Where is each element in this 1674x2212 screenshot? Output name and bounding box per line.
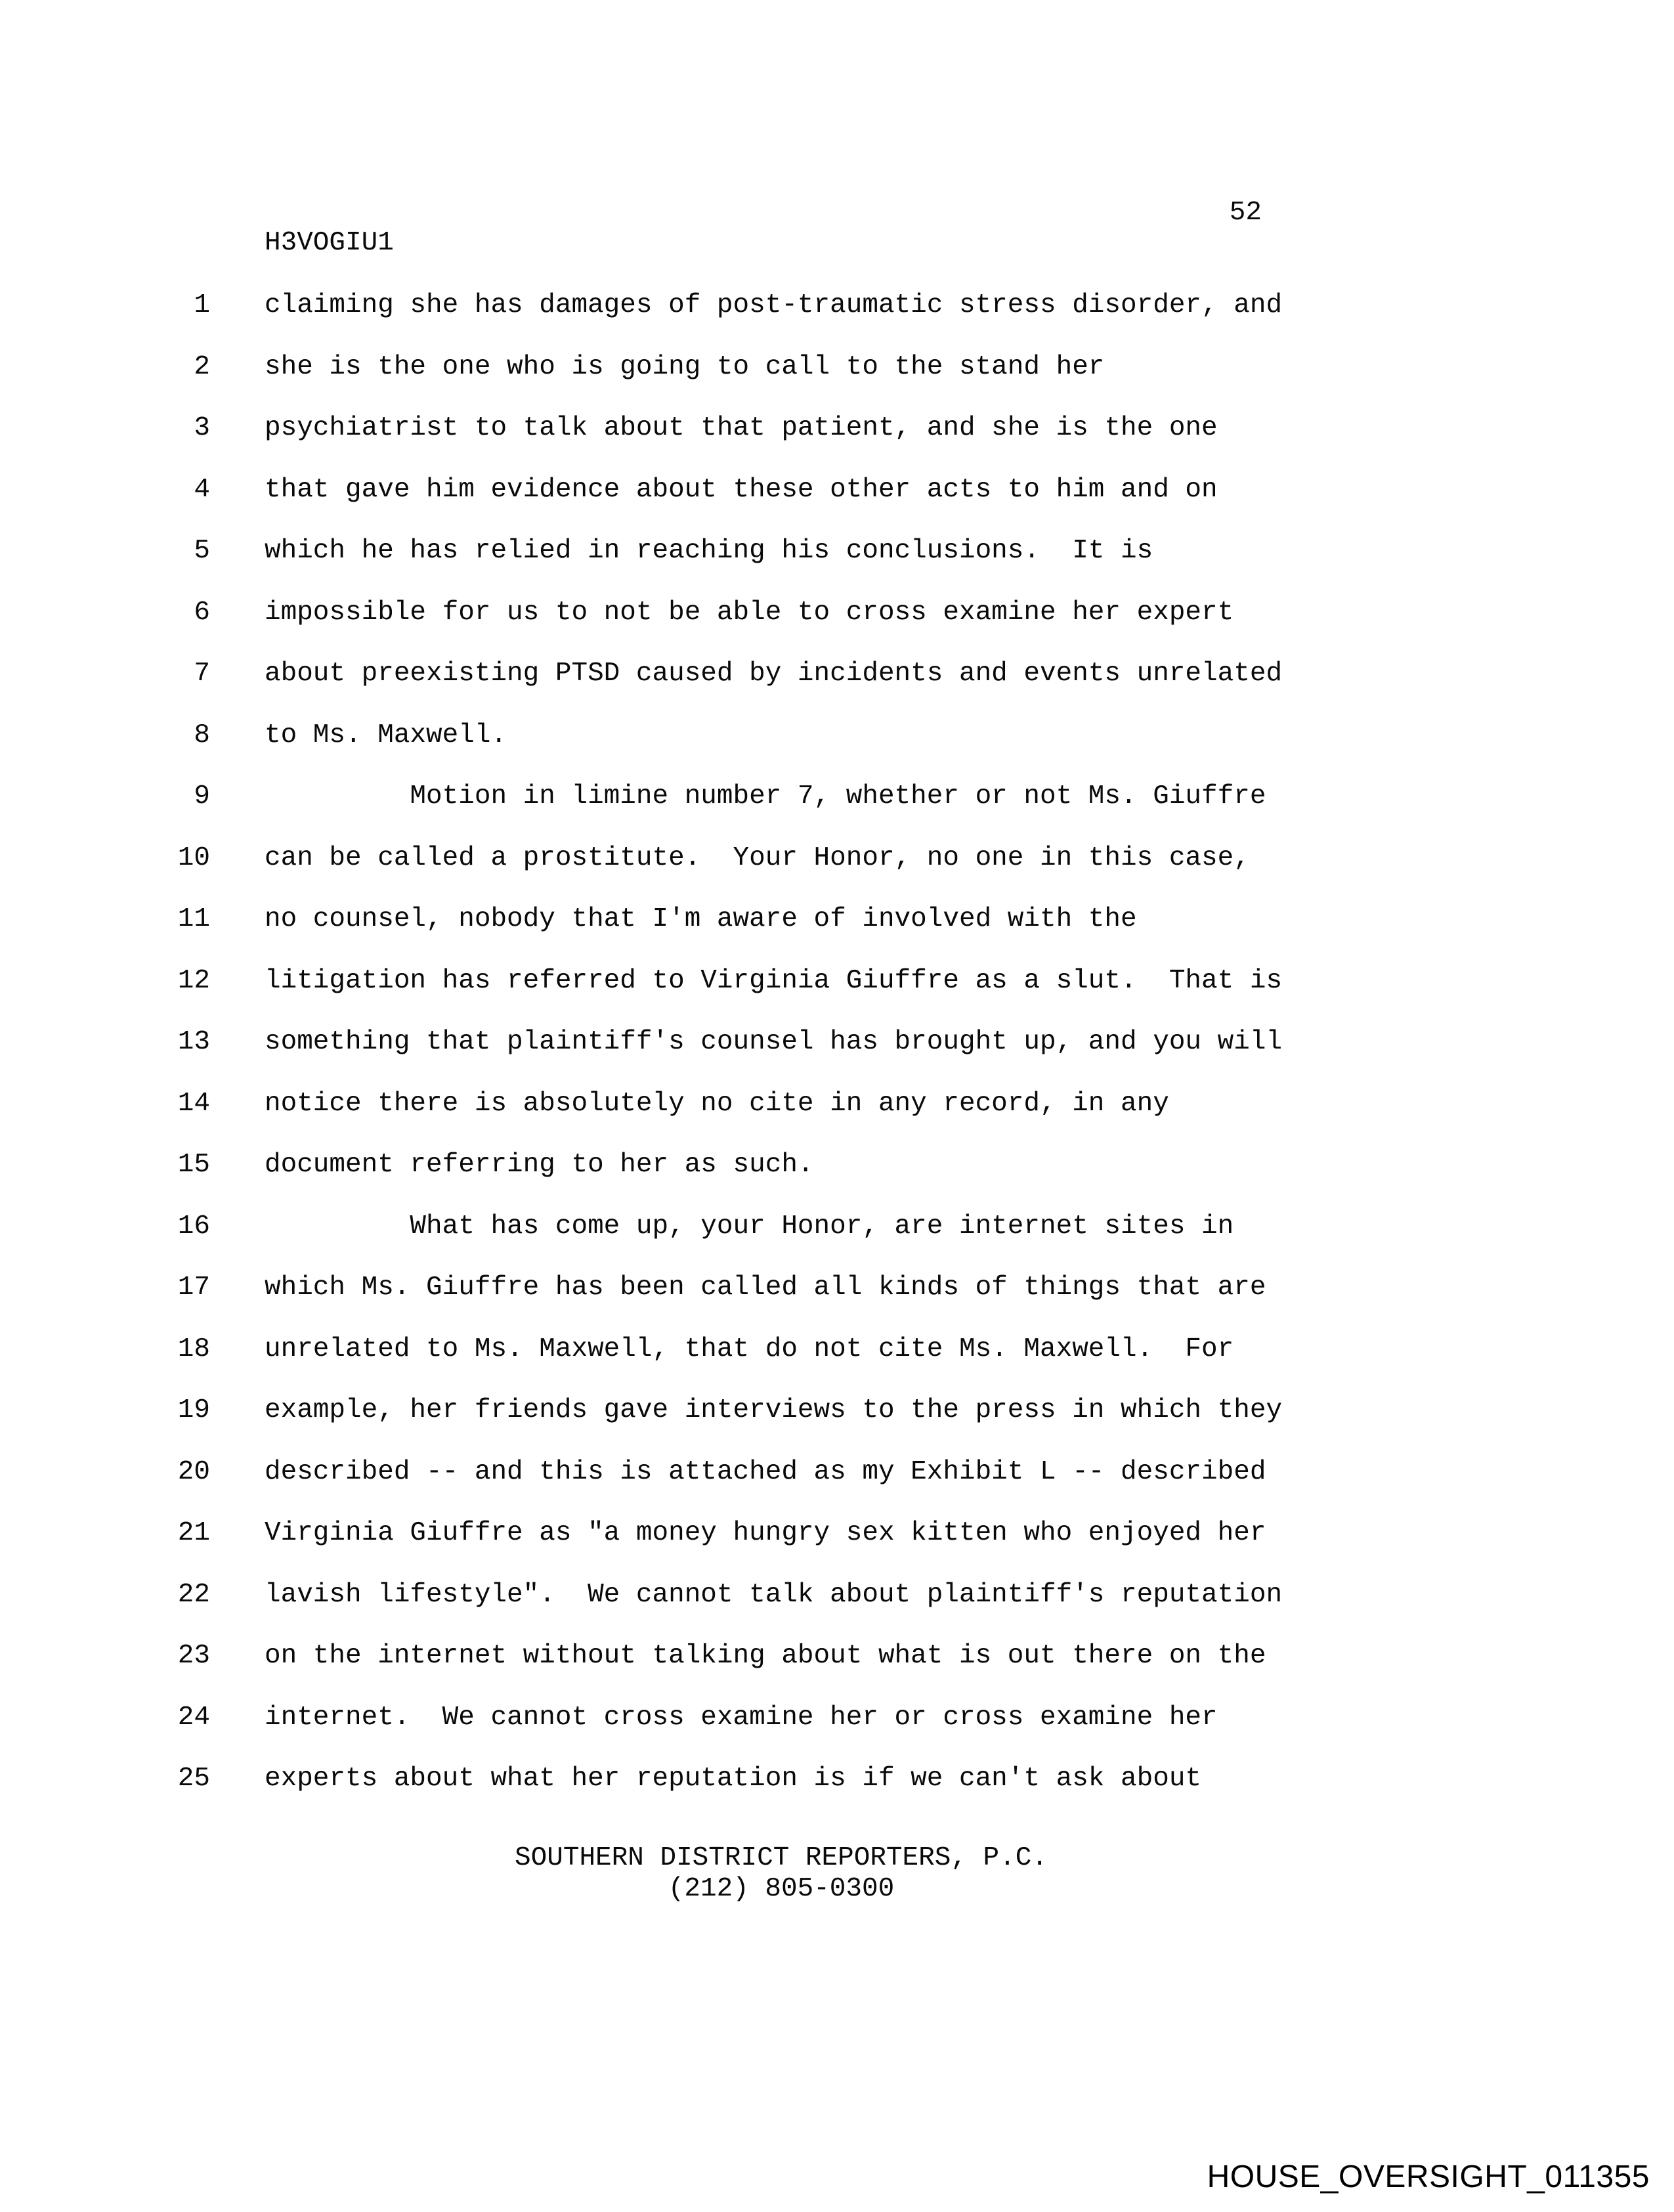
line-number: 3 bbox=[194, 413, 210, 443]
line-text: psychiatrist to talk about that patient, and she is the one bbox=[265, 413, 1218, 443]
transcript-line bbox=[0, 538, 1674, 599]
line-number: 8 bbox=[194, 720, 210, 750]
line-number: 14 bbox=[177, 1088, 210, 1119]
page-number: 52 bbox=[1229, 198, 1262, 228]
reporter-footer bbox=[265, 1843, 1298, 1905]
line-number: 13 bbox=[177, 1027, 210, 1057]
header-code: H3VOGIU1 bbox=[265, 228, 394, 258]
transcript-line bbox=[0, 1520, 1674, 1582]
line-number: 7 bbox=[194, 659, 210, 689]
transcript-line bbox=[0, 1152, 1674, 1213]
line-number: 24 bbox=[177, 1702, 210, 1733]
line-text: something that plaintiff's counsel has brought up, and you will bbox=[265, 1027, 1283, 1057]
line-text: to Ms. Maxwell. bbox=[265, 720, 507, 750]
transcript-line bbox=[0, 415, 1674, 477]
line-number: 25 bbox=[177, 1764, 210, 1794]
reporter-phone: (212) 805-0300 bbox=[668, 1874, 895, 1904]
transcript-line bbox=[0, 783, 1674, 845]
line-text: impossible for us to not be able to cross examine her expert bbox=[265, 597, 1234, 628]
line-text: internet. We cannot cross examine her or cross examine her bbox=[265, 1702, 1218, 1733]
line-text: What has come up, your Honor, are internet sites in bbox=[265, 1211, 1234, 1242]
line-text: described -- and this is attached as my Exhibit L -- described bbox=[265, 1456, 1266, 1487]
line-number: 11 bbox=[177, 904, 210, 934]
line-number: 2 bbox=[194, 351, 210, 382]
line-text: about preexisting PTSD caused by incidents and events unrelated bbox=[265, 659, 1283, 689]
transcript-line bbox=[0, 965, 1674, 1030]
line-number: 19 bbox=[177, 1395, 210, 1425]
transcript-body bbox=[0, 292, 1674, 1827]
transcript-line bbox=[0, 1579, 1674, 1643]
line-number: 16 bbox=[177, 1211, 210, 1242]
transcript-line bbox=[0, 722, 1674, 784]
line-text: unrelated to Ms. Maxwell, that do not cite Ms. Maxwell. For bbox=[265, 1334, 1234, 1364]
line-number: 15 bbox=[177, 1150, 210, 1180]
line-number: 12 bbox=[177, 965, 210, 996]
transcript-line bbox=[0, 1456, 1674, 1521]
line-text: Motion in limine number 7, whether or not Ms. Giuffre bbox=[265, 781, 1266, 812]
transcript-line bbox=[0, 351, 1674, 416]
line-text: example, her friends gave interviews to the press in which they bbox=[265, 1395, 1283, 1425]
line-number: 17 bbox=[177, 1272, 210, 1303]
line-text: which Ms. Giuffre has been called all kinds of things that are bbox=[265, 1272, 1266, 1303]
line-text: notice there is absolutely no cite in any record, in any bbox=[265, 1088, 1169, 1119]
transcript-line bbox=[0, 1643, 1674, 1704]
line-number: 6 bbox=[194, 597, 210, 628]
line-text: lavish lifestyle". We cannot talk about plaintiff's reputation bbox=[265, 1579, 1283, 1610]
transcript-line bbox=[0, 661, 1674, 722]
transcript-line bbox=[0, 842, 1674, 907]
line-number: 22 bbox=[177, 1579, 210, 1610]
line-text: on the internet without talking about what is out there on the bbox=[265, 1641, 1266, 1671]
bates-stamp: HOUSE_OVERSIGHT_011355 bbox=[1207, 2159, 1650, 2194]
transcript-line bbox=[0, 1704, 1674, 1766]
line-number: 4 bbox=[194, 474, 210, 505]
transcript-line bbox=[0, 1336, 1674, 1398]
transcript-line bbox=[0, 599, 1674, 661]
transcript-line bbox=[0, 906, 1674, 968]
line-text: which he has relied in reaching his conclusions. It is bbox=[265, 536, 1153, 566]
line-number: 20 bbox=[177, 1456, 210, 1487]
transcript-line bbox=[0, 1088, 1674, 1152]
line-text: claiming she has damages of post-traumatic stress disorder, and bbox=[265, 290, 1283, 320]
transcript-line bbox=[0, 1213, 1674, 1275]
line-number: 10 bbox=[177, 842, 210, 873]
line-number: 18 bbox=[177, 1334, 210, 1364]
line-text: she is the one who is going to call to the stand her bbox=[265, 351, 1105, 382]
line-text: litigation has referred to Virginia Giuffre as a slut. That is bbox=[265, 965, 1283, 996]
line-number: 5 bbox=[194, 536, 210, 566]
line-text: can be called a prostitute. Your Honor, no one in this case, bbox=[265, 842, 1250, 873]
line-number: 23 bbox=[177, 1641, 210, 1671]
reporter-name: SOUTHERN DISTRICT REPORTERS, P.C. bbox=[515, 1843, 1048, 1873]
line-text: Virginia Giuffre as "a money hungry sex kitten who enjoyed her bbox=[265, 1518, 1266, 1548]
transcript-line bbox=[0, 1029, 1674, 1091]
line-number: 21 bbox=[177, 1518, 210, 1548]
line-number: 1 bbox=[194, 290, 210, 320]
line-text: that gave him evidence about these other acts to him and on bbox=[265, 474, 1218, 505]
transcript-line bbox=[0, 1766, 1674, 1827]
transcript-line bbox=[0, 474, 1674, 538]
transcript-line bbox=[0, 1397, 1674, 1459]
line-text: experts about what her reputation is if we can't ask about bbox=[265, 1764, 1202, 1794]
line-text: no counsel, nobody that I'm aware of involved with the bbox=[265, 904, 1137, 934]
transcript-line bbox=[0, 292, 1674, 354]
line-text: document referring to her as such. bbox=[265, 1150, 814, 1180]
line-number: 9 bbox=[194, 781, 210, 812]
transcript-line bbox=[0, 1274, 1674, 1336]
